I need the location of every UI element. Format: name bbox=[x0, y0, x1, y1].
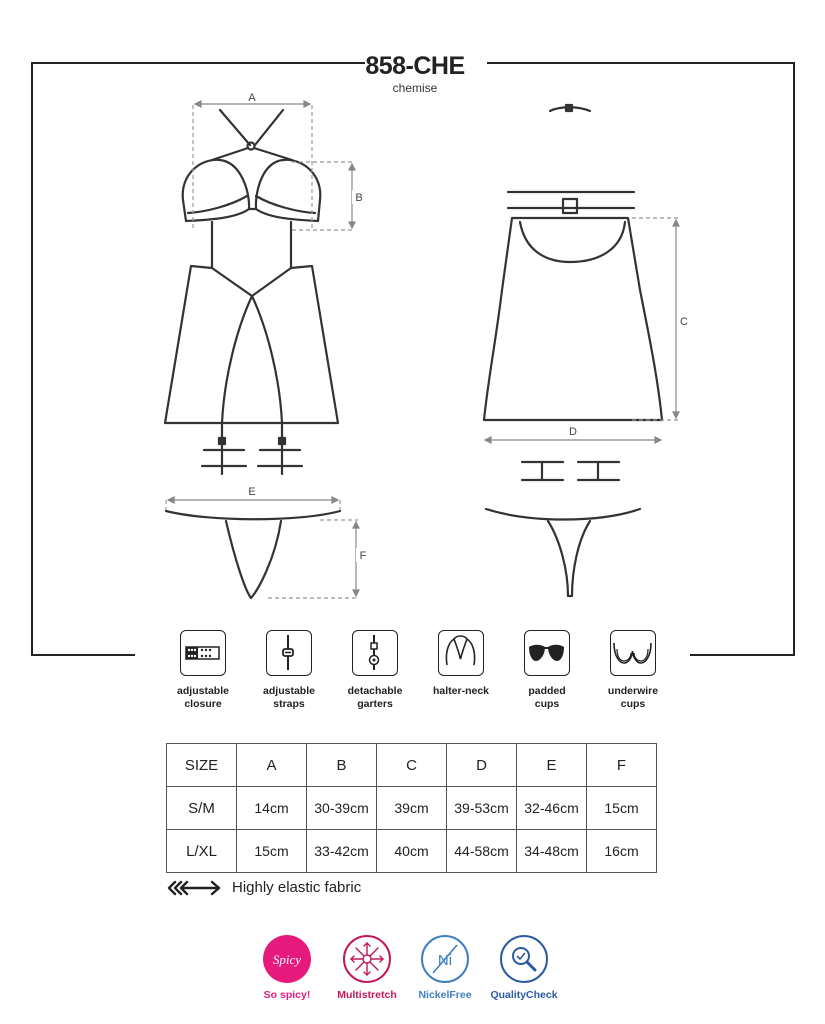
elastic-arrows-icon bbox=[166, 877, 226, 899]
table-cell: 14cm bbox=[237, 787, 307, 830]
feature-adjustable-closure bbox=[163, 630, 243, 711]
feature-padded-cups bbox=[507, 630, 587, 711]
svg-text:Spicy: Spicy bbox=[272, 952, 302, 967]
product-code: 858-CHE bbox=[365, 52, 465, 80]
feature-label: underwire cups bbox=[607, 685, 659, 710]
dim-label-b: B bbox=[355, 192, 363, 204]
back-neckline bbox=[520, 222, 625, 262]
table-header-cell: E bbox=[517, 744, 587, 787]
table-cell: 30-39cm bbox=[307, 787, 377, 830]
feature-label: halter-neck bbox=[432, 685, 490, 697]
feature-halter-neck bbox=[421, 630, 501, 698]
table-header-cell: SIZE bbox=[167, 744, 237, 787]
front-thong-pouch bbox=[226, 521, 281, 598]
dim-label-c: C bbox=[680, 316, 688, 328]
badge-label: So spicy! bbox=[263, 989, 311, 1001]
multistretch-icon bbox=[343, 935, 391, 983]
table-header-cell: B bbox=[307, 744, 377, 787]
table-row bbox=[167, 830, 657, 873]
table-header-row bbox=[167, 744, 657, 787]
quality-check-icon bbox=[500, 935, 548, 983]
table-cell: 15cm bbox=[237, 830, 307, 873]
badge-label: QualityCheck bbox=[490, 989, 558, 1001]
table-cell: 39cm bbox=[377, 787, 447, 830]
feature-label: padded cups bbox=[528, 685, 566, 710]
dim-label-a: A bbox=[248, 92, 256, 104]
table-cell-size: L/XL bbox=[167, 830, 237, 873]
front-halter-strap bbox=[220, 110, 283, 145]
table-cell: 40cm bbox=[377, 830, 447, 873]
badge-quality-check bbox=[484, 935, 564, 1001]
feature-label: adjustable straps bbox=[263, 685, 315, 710]
table-cell: 44-58cm bbox=[447, 830, 517, 873]
back-thong bbox=[486, 509, 640, 596]
badge-nickel-free bbox=[405, 935, 485, 1001]
table-header-cell: A bbox=[237, 744, 307, 787]
detachable-garters-icon bbox=[352, 630, 398, 676]
feature-adjustable-straps bbox=[249, 630, 329, 711]
table-cell: 15cm bbox=[587, 787, 657, 830]
feature-underwire-cups bbox=[593, 630, 673, 711]
svg-text:Ni: Ni bbox=[437, 952, 453, 969]
back-body bbox=[484, 218, 662, 420]
front-garter-straps bbox=[222, 423, 282, 440]
table-header-cell: C bbox=[377, 744, 447, 787]
feature-label: detachable garters bbox=[347, 685, 403, 710]
adjustable-closure-icon bbox=[180, 630, 226, 676]
table-cell: 33-42cm bbox=[307, 830, 377, 873]
nickel-free-icon bbox=[421, 935, 469, 983]
back-garters bbox=[522, 462, 619, 480]
table-cell: 16cm bbox=[587, 830, 657, 873]
front-side-straps bbox=[212, 222, 291, 268]
padded-cups-icon bbox=[524, 630, 570, 676]
badge-label: Multistretch bbox=[337, 989, 397, 1001]
dim-label-e: E bbox=[248, 486, 256, 498]
badge-multistretch bbox=[327, 935, 407, 1001]
size-table bbox=[166, 743, 657, 873]
feature-label: adjustable closure bbox=[177, 685, 229, 710]
elastic-fabric-note: Highly elastic fabric bbox=[232, 879, 362, 896]
dim-label-d: D bbox=[569, 426, 577, 438]
table-cell-size: S/M bbox=[167, 787, 237, 830]
table-row bbox=[167, 787, 657, 830]
badge-label: NickelFree bbox=[418, 989, 472, 1001]
underwire-cups-icon bbox=[610, 630, 656, 676]
front-skirt bbox=[165, 266, 338, 423]
frame-bottom-right bbox=[690, 654, 795, 656]
table-cell: 32-46cm bbox=[517, 787, 587, 830]
frame-bottom-left bbox=[31, 654, 135, 656]
adjustable-straps-icon bbox=[266, 630, 312, 676]
spicy-icon bbox=[263, 935, 311, 983]
table-cell: 34-48cm bbox=[517, 830, 587, 873]
badge-spicy bbox=[247, 935, 327, 1001]
table-header-cell: D bbox=[447, 744, 517, 787]
table-header-cell: F bbox=[587, 744, 657, 787]
table-cell: 39-53cm bbox=[447, 787, 517, 830]
dim-label-f: F bbox=[359, 550, 367, 562]
front-thong-waist bbox=[166, 511, 340, 519]
feature-detachable-garters bbox=[335, 630, 415, 711]
product-type: chemise bbox=[392, 81, 438, 95]
halter-neck-icon bbox=[438, 630, 484, 676]
